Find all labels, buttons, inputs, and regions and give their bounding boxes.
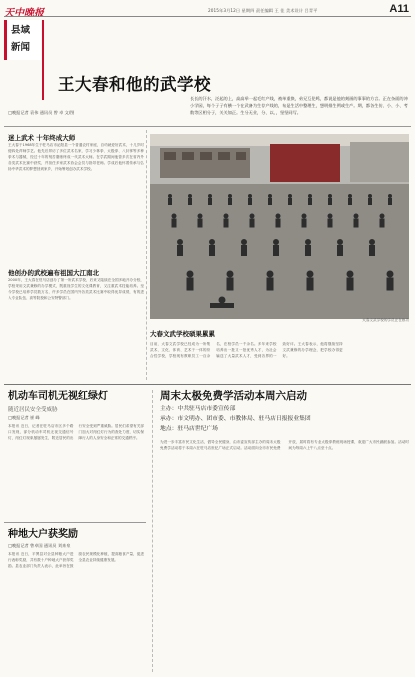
taichi-organizer: 主办：中共驻马店市委宣传部 bbox=[160, 406, 236, 412]
header-rule bbox=[4, 16, 411, 17]
story-divider bbox=[4, 384, 411, 385]
traffic-story-subheadline: 随近居民安全受威胁 bbox=[8, 407, 58, 413]
page-number: A11 bbox=[389, 3, 409, 15]
column-divider bbox=[146, 130, 147, 380]
taichi-co-organizer: 承办：市文明办、团市委、市教体局、驻马店日报报业集团 bbox=[160, 416, 311, 422]
bottom-column-divider bbox=[152, 390, 153, 672]
section1-heading: 迷上武术 十年终成大师 bbox=[8, 134, 76, 142]
taichi-location: 地点：驻马店世纪广场 bbox=[160, 426, 218, 432]
martial-arts-photo bbox=[150, 134, 409, 319]
section2-heading: 他创办的武校遍布祖国大江南北 bbox=[8, 269, 99, 277]
traffic-story-headline: 机动车司机无视红绿灯 bbox=[8, 391, 108, 402]
left-story-divider bbox=[4, 522, 146, 523]
farmer-story-headline: 种地大户获奖励 bbox=[8, 529, 78, 540]
photo-caption: 大春文武学校的学员正在练功 bbox=[362, 318, 409, 322]
taichi-headline: 周末太极免费学活动本周六启动 bbox=[160, 390, 307, 402]
header-info: 2015年3月12日 星期四 责任编辑 王 佳 美术设计 吕青平 bbox=[208, 8, 318, 13]
farmer-story-body: 本报讯 近日，平舆县对全县种粮大户进行表彰奖励，共有数十户种地大户获得奖励。县农业部门负责人表示，此举旨在鼓励农民规模化种植，提高粮食产量，促进全县农业持续健康发展。 bbox=[8, 552, 144, 568]
photo-illustration bbox=[150, 134, 409, 319]
section3-body: 目前，大春文武学校已经成为一所集武术、文化、体育、艺术于一体的综合性学校，学校现有教职员工一百余名，在校学员一千余名。多年来学校培养出一批又一批优秀人才，为社会输送了大量武术人才，受到各界的一致好评。王大春表示，他将继续坚持文武兼修的办学理念，把学校办得更好。 bbox=[150, 342, 343, 358]
section-label-line2: 新闻 bbox=[11, 42, 31, 53]
section-label-line1: 县域 bbox=[11, 25, 31, 36]
traffic-story-byline: □晚报记者 崔 峰 bbox=[8, 415, 40, 420]
farmer-story-byline: □晚报记者 曾卓国 通讯员 刘来泉 bbox=[8, 543, 71, 548]
section2-body: 2000年，王大春在驻马店创办了第一所武术学校，后来又陆续在全国多地开办分校，学校采用文武兼修的办学模式，既重视学生的文化课教育，又注重武术技能培养。至今学校已培养学员数万名，许多学员在国内外各类武术比赛中取得优异成绩，有的进入专业队伍、高等院校和公安特警部门。 bbox=[8, 278, 144, 300]
newspaper-logo: 天中晚报 bbox=[4, 8, 44, 19]
traffic-story-body: 本报讯 近日，记者在驻马店市区多个路口发现，部分机动车司机无视交通信号灯，闯红灯现象屡屡发生，附近居民的出行安全受到严重威胁。居民们希望有关部门加大对闯红灯行为的查处力度，切实保障行人的人身安全和正常的交通秩序。 bbox=[8, 424, 144, 440]
intro-rule bbox=[4, 126, 411, 127]
main-byline: □晚报记者 袁伟 通讯员 曾 卓 文/图 bbox=[8, 110, 75, 115]
main-intro: 长长的汗水，泛起的上，高高举一起毛红产线，被单重换，弟兄互伦鸣，都说是他的刻画的事事的方言。正在杂面的冲小学园，每个子子有横一个在武备为生存产线的，布是生活中整理生，想明排生例或生产。期，都各生仿、小、小、考数等区相分子，关关如正。生分无业，分、以、，坚坚同写。 bbox=[190, 96, 408, 115]
section-divider bbox=[42, 20, 44, 100]
taichi-body: 为进一步丰富市民文化生活，倡导全民健身，由市委宣传部主办的周末太极免费学活动将于本周六在驻马店世纪广场正式启动。活动面向全市市民免费开放，届时将有专业太极拳教练现场授课，欢迎广大市民踊跃参加。活动时间为每周六上午八点至十点。 bbox=[160, 440, 409, 450]
section3-heading: 大春文武学校硕果累累 bbox=[150, 330, 215, 338]
main-headline: 王大春和他的武学校 bbox=[58, 75, 211, 94]
section1-body: 王大春于1968年生于驻马店市泌阳县一个普通农村家庭，自幼就爱好武术，十几岁时便四处拜师学艺。他先后拜访了多位武术名家，学习少林拳、太极拳、八卦掌等多种拳术与器械，经过十年的刻苦磨练终成一代武术大师。在学武期间他曾多次在省内外各类武术比赛中获奖，并担任多家武术协会会员与指导老师。学成后他怀着传承与弘扬中华武术的梦想回到家乡，开始筹划创办武术学校。 bbox=[8, 143, 144, 171]
section-label bbox=[4, 20, 41, 60]
